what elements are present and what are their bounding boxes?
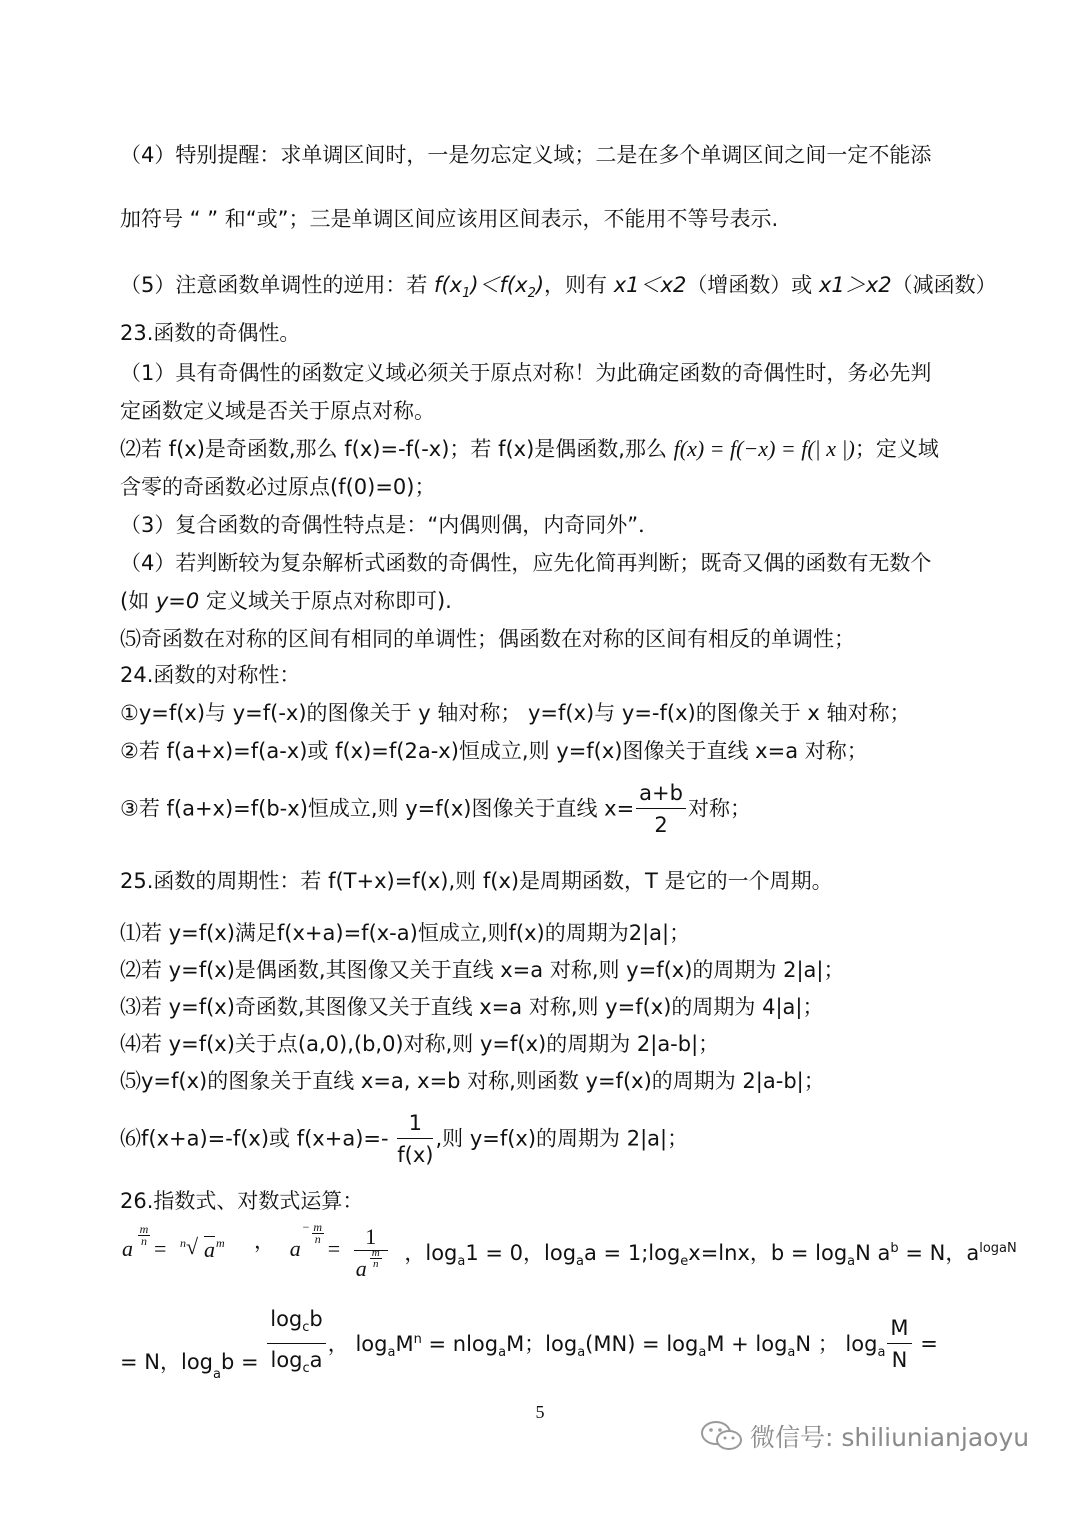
note-5-math-dec: x1＞x2 — [819, 273, 892, 297]
item-24-2: ②若 f(a+x)=f(a-x)或 f(x)=f(2a-x)恒成立,则 y=f(x)图像关于直线 x=a 对称； — [120, 739, 868, 763]
item-23-1: （1）具有奇偶性的函数定义域必须关于原点对称！为此确定函数的奇偶性时，务必先判 — [120, 361, 932, 385]
note-5-line — [120, 272, 997, 307]
item-25-2: ⑵若 y=f(x)是偶函数,其图像又关于直线 x=a 对称,则 y=f(x)的周期为 2|a|； — [120, 958, 845, 982]
item-23-1-cont: 定函数定义域是否关于原点对称。 — [120, 399, 435, 423]
wechat-icon — [700, 1419, 744, 1459]
item-24-1: ①y=f(x)与 y=f(-x)的图像关于 y 轴对称； y=f(x)与 y=-f(x)的图像关于 x 轴对称； — [120, 701, 911, 725]
item-26-line1: a m n = n √ a m ， a − m n = 1 a m n ，$\log_a1 = 0$，$\log_aa$ = $1;\log_ex=\ln x$，$b = \log_aN$ $a^b = N$，$a^{logaN}$ — [120, 1228, 1017, 1288]
note-5-text-c: （增函数）或 — [686, 273, 819, 297]
note-5-text-b: ，则有 — [544, 273, 614, 297]
watermark-text: 微信号: shiliunianjaoyu — [750, 1423, 1030, 1452]
item-23-2-cont: 含零的奇函数必过原点(f(0)=0)； — [120, 475, 436, 499]
log-rules-line1: ，$\log_a1 = 0$，$\log_aa$ = $1;\log_ex=\ln x$，$b = \log_aN$ $a^b = N$，$a^{logaN}$ — [404, 1241, 1017, 1270]
watermark — [700, 1418, 1029, 1459]
item-25-6: ⑹f(x+a)=-f(x)或 f(x+a)=- $\frac{1}{f(x)}$ ,则 y=f(x)的周期为 2|a|； — [120, 1108, 688, 1171]
exp-rational-formula: a m n = n √ a m — [122, 1222, 225, 1262]
page-number: 5 — [535, 1402, 545, 1422]
even-function-formula: f(x) = f(−x) = f(| x |) — [673, 436, 855, 461]
note-5-math-fx: $f(x_1)<f(x_2)$ — [434, 273, 545, 302]
item-25-4: ⑷若 y=f(x)关于点(a,0),(b,0)对称,则 y=f(x)的周期为 2|a-b|； — [120, 1032, 720, 1056]
heading-24: 24.函数的对称性： — [120, 663, 301, 687]
item-25-1: ⑴若 y=f(x)满足f(x+a)=f(x-a)恒成立,则f(x)的周期为2|a|； — [120, 921, 691, 945]
note-5-text-d: （减函数） — [891, 273, 997, 297]
note-5-text-a: （5）注意函数单调性的逆用：若 — [120, 273, 435, 297]
item-23-5: ⑸奇函数在对称的区间有相同的单调性；偶函数在对称的区间有相反的单调性； — [120, 627, 855, 651]
fraction-a-plus-b-over-2: $\frac{a+b}{2}$ — [636, 778, 686, 841]
note-4-line1: （4）特别提醒：求单调区间时，一是勿忘定义域；二是在多个单调区间之间一定不能添 — [120, 143, 932, 167]
item-24-3: ③若 f(a+x)=f(b-x)恒成立,则 y=f(x)图像关于直线 x= $\frac{a+b}{2}$ 对称； — [120, 778, 751, 841]
note-4-line2: 加符号 “ ” 和“或”；三是单调区间应该用区间表示，不能用不等号表示. — [120, 207, 779, 231]
quotient-fraction: $\frac{M}{N}$ — [887, 1313, 911, 1376]
heading-23: 23.函数的奇偶性。 — [120, 321, 301, 345]
item-26-line2: = N，$\log_ab$ = $\frac{\log_cb}{\log_ca}$ ， $\log_aM^n = nlog_aM$；$\log_a(MN) = \log_aM + \log_aN$ ； $\log_a$ $\frac{M}{N}$ = — [120, 1304, 938, 1368]
zero-function: y=0 — [155, 589, 200, 613]
item-25-3: ⑶若 y=f(x)奇函数,其图像又关于直线 x=a 对称,则 y=f(x)的周期为 4|a|； — [120, 995, 824, 1019]
fraction-1-over-fx: $\frac{1}{f(x)}$ — [397, 1108, 433, 1171]
change-of-base-fraction: $\frac{\log_cb}{\log_ca}$ — [267, 1304, 326, 1385]
heading-25: 25.函数的周期性：若 f(T+x)=f(x),则 f(x)是周期函数，T 是它的一个周期。 — [120, 869, 833, 893]
item-25-5: ⑸y=f(x)的图象关于直线 x=a, x=b 对称,则函数 y=f(x)的周期为 2|a-b|； — [120, 1069, 825, 1093]
item-23-4: （4）若判断较为复杂解析式函数的奇偶性，应先化简再判断；既奇又偶的函数有无数个 — [120, 551, 932, 575]
item-23-2: ⑵若 f(x)是奇函数,那么 f(x)=-f(-x)；若 f(x)是偶函数,那么 f(x) = f(−x) = f(| x |)；定义域 — [120, 436, 939, 461]
item-23-4-cont: (如 y=0 定义域关于原点对称即可). — [120, 589, 452, 613]
heading-26: 26.指数式、对数式运算： — [120, 1189, 364, 1213]
note-5-math-inc: x1＜x2 — [613, 273, 687, 297]
exp-negative-formula: a − m n = 1 a m n — [288, 1228, 398, 1288]
item-23-3: （3）复合函数的奇偶性特点是：“内偶则偶，内奇同外”． — [120, 513, 660, 537]
